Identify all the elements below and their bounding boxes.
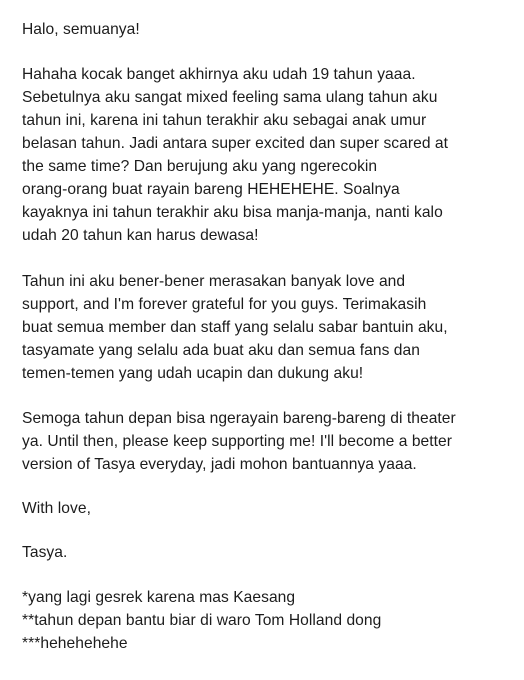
- paragraph-1-line: tahun ini, karena ini tahun terakhir aku sebagai anak umur: [22, 112, 427, 129]
- paragraph-1-line: the same time? Dan berujung aku yang ngerecokin: [22, 158, 378, 175]
- paragraph-1-line: belasan tahun. Jadi antara super excited dan super scared at: [22, 135, 449, 152]
- postscript-line: ***hehehehehe: [22, 635, 128, 652]
- paragraph-1-line: Sebetulnya aku sangat mixed feeling sama ulang tahun aku: [22, 89, 438, 106]
- paragraph-1-line: udah 20 tahun kan harus dewasa!: [22, 227, 259, 244]
- paragraph-1-line: orang-orang buat rayain bareng HEHEHEHE. Soalnya: [22, 181, 400, 198]
- closing: With love,: [22, 500, 91, 517]
- paragraph-1-line: Hahaha kocak banget akhirnya aku udah 19 tahun yaaa.: [22, 66, 416, 83]
- paragraph-3-line: ya. Until then, please keep supporting me! I'll become a better: [22, 433, 452, 450]
- postscript-line: **tahun depan bantu biar di waro Tom Holland dong: [22, 612, 382, 629]
- greeting: Halo, semuanya!: [22, 21, 140, 38]
- paragraph-2-line: support, and I'm forever grateful for you guys. Terimakasih: [22, 296, 427, 313]
- paragraph-3-line: version of Tasya everyday, jadi mohon bantuannya yaaa.: [22, 456, 417, 473]
- paragraph-1-line: kayaknya ini tahun terakhir aku bisa manja-manja, nanti kalo: [22, 204, 443, 221]
- paragraph-2-line: tasyamate yang selalu ada buat aku dan semua fans dan: [22, 342, 420, 359]
- paragraph-2-line: buat semua member dan staff yang selalu sabar bantuin aku,: [22, 319, 448, 336]
- signature: Tasya.: [22, 544, 68, 561]
- postscript-line: *yang lagi gesrek karena mas Kaesang: [22, 589, 296, 606]
- paragraph-3-line: Semoga tahun depan bisa ngerayain bareng-bareng di theater: [22, 410, 456, 427]
- paragraph-2-line: temen-temen yang udah ucapin dan dukung aku!: [22, 365, 364, 382]
- paragraph-2-line: Tahun ini aku bener-bener merasakan banyak love and: [22, 273, 406, 290]
